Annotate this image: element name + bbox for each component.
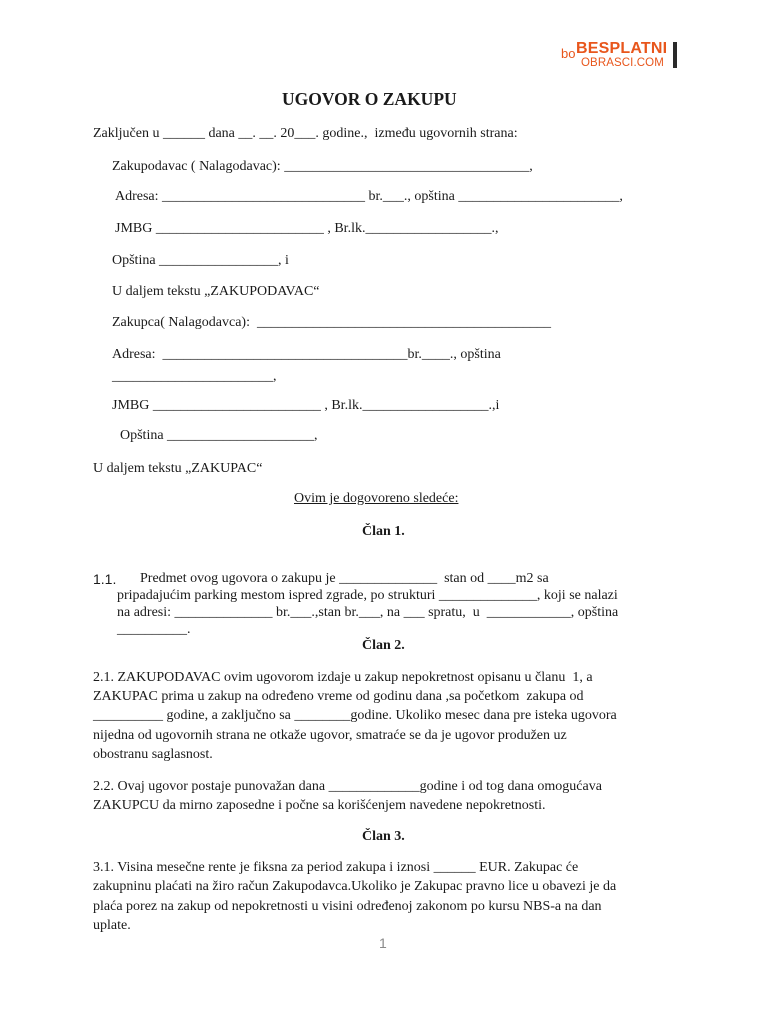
lessee-address-line: Adresa: ___________________________________br.____., opština — [112, 347, 501, 362]
lessor-address-line: Adresa: _____________________________ br.___., opština _______________________, — [115, 189, 623, 204]
logo-line1: BESPLATNI — [576, 40, 668, 57]
intro-line: Zaključen u ______ dana __. __. 20___. godine., između ugovornih strana: — [93, 126, 518, 141]
lessee-name-line: Zakupca( Nalagodavca): __________________________________________ — [112, 315, 551, 330]
article-2-1-line: __________ godine, a zaključno sa ________godine. Ukoliko mesec dana pre isteka ugovora — [93, 708, 617, 723]
article-2-heading: Član 2. — [362, 638, 405, 653]
lessee-municipality-line: Opština _____________________, — [120, 428, 318, 443]
article-3-1-line: uplate. — [93, 918, 131, 933]
page-number: 1 — [379, 935, 387, 951]
agreement-heading: Ovim je dogovoreno sledeće: — [294, 491, 459, 506]
article-2-1-line: obostranu saglasnost. — [93, 747, 213, 762]
article-2-1-line: 2.1. ZAKUPODAVAC ovim ugovorom izdaje u zakup nepokretnost opisanu u članu 1, a — [93, 670, 593, 685]
article-3-1-line: plaća porez na zakup od nepokretnosti u visini određenoj zakonom po kursu NBS-a na dan — [93, 899, 602, 914]
article-1-line: pripadajućim parking mestom ispred zgrade, po strukturi ______________, koji se nalazi — [117, 588, 618, 603]
article-3-1-line: zakupninu plaćati na žiro račun Zakupodavca.Ukoliko je Zakupac pravno lice u obavezi je da — [93, 879, 617, 894]
article-3-heading: Član 3. — [362, 829, 405, 844]
lessor-municipality-line: Opština _________________, i — [112, 253, 289, 268]
article-2-2-line: ZAKUPCU da mirno zaposedne i počne sa korišćenjem navedene nepokretnosti. — [93, 798, 546, 813]
article-2-1-line: nijedna od ugovornih strana ne otkaže ugovor, smatraće se da je ugovor produžen uz — [93, 728, 567, 743]
lessee-hereinafter: U daljem tekstu „ZAKUPAC“ — [93, 461, 263, 476]
article-1-line: __________. — [117, 622, 191, 637]
lessor-jmbg-line: JMBG ________________________ , Br.lk.__________________., — [115, 221, 499, 236]
article-3-1-line: 3.1. Visina mesečne rente je fiksna za period zakupa i iznosi ______ EUR. Zakupac će — [93, 860, 579, 875]
logo-bar — [673, 42, 677, 68]
logo-prefix: bo — [561, 46, 576, 61]
article-1-line: Predmet ovog ugovora o zakupu je ______________ stan od ____m2 sa — [140, 571, 549, 586]
document-title: UGOVOR O ZAKUPU — [282, 89, 457, 109]
site-logo — [561, 40, 679, 70]
article-1-line: na adresi: ______________ br.___.,stan br.___, na ___ spratu, u ____________, opština — [117, 605, 619, 620]
article-1-number: 1.1. — [93, 571, 117, 587]
logo-line2: OBRASCI.COM — [581, 57, 664, 69]
lessee-address-line2: _______________________, — [112, 369, 277, 384]
lessor-name-line: Zakupodavac ( Nalagodavac): ___________________________________, — [112, 159, 533, 174]
article-2-1-line: ZAKUPAC prima u zakup na određeno vreme od godinu dana ,sa početkom zakupa od — [93, 689, 584, 704]
lessee-jmbg-line: JMBG ________________________ , Br.lk.__________________.,i — [112, 398, 500, 413]
lessor-hereinafter: U daljem tekstu „ZAKUPODAVAC“ — [112, 284, 320, 299]
article-2-2-line: 2.2. Ovaj ugovor postaje punovažan dana _____________godine i od tog dana omogućava — [93, 779, 602, 794]
article-1-heading: Član 1. — [362, 524, 405, 539]
